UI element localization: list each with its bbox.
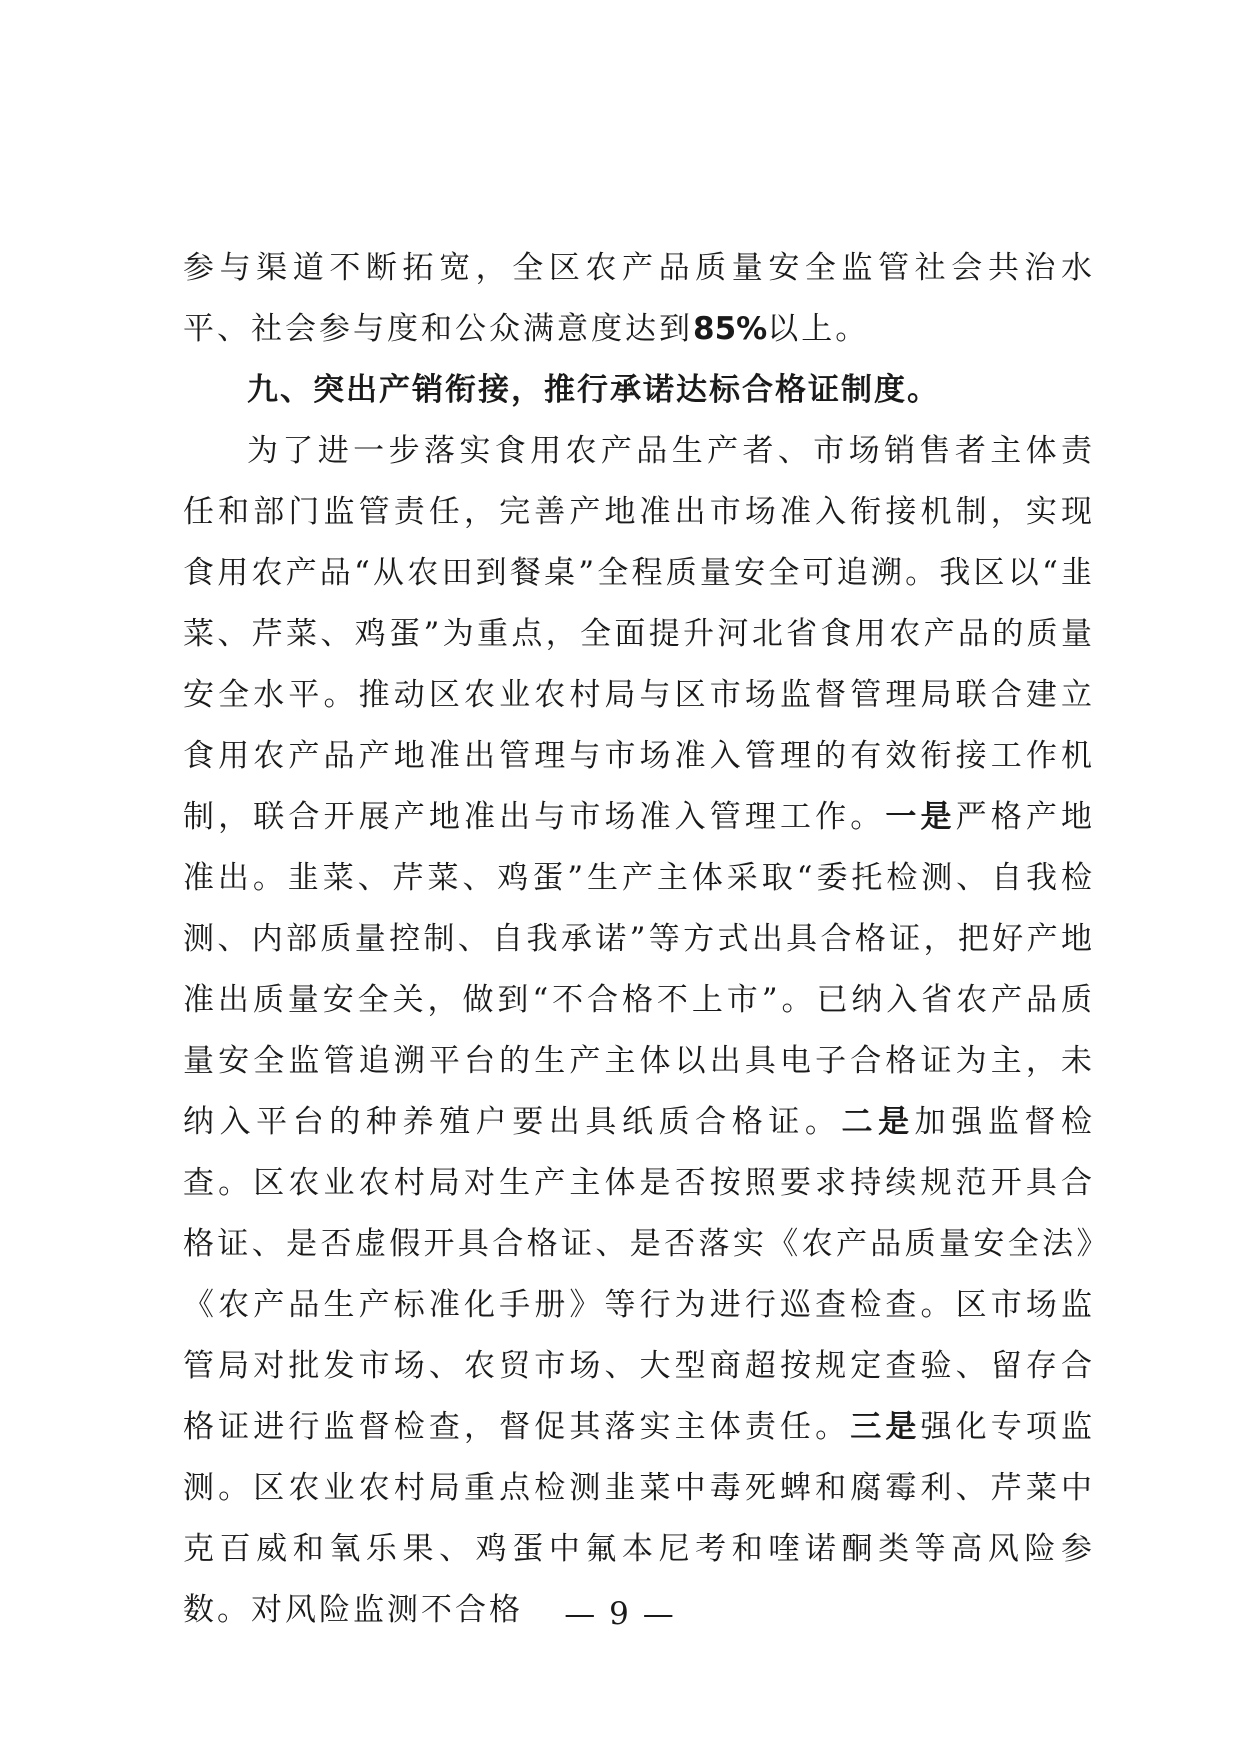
percentage-value: 85% <box>693 311 768 347</box>
intro-text: 为了进一步落实食用农产品生产者、市场销售者主体责任和部门监管责任，完善产地准出市场准入衔接机制，实现食用农产品“从农田到餐桌”全程质量安全可追溯。我区以“韭菜、芹菜、鸡蛋”为重点，全面提升河北省食用农产品的质量安全水平。推动区农业农村局与区市场监督管理局联合建立食用农产品产地准出管理与市场准入管理的有效衔接工作机制，联合开展产地准出与市场准入管理工作。 <box>183 433 1095 835</box>
point-1-text: 严格产地准出。韭菜、芹菜、鸡蛋”生产主体采取“委托检测、自我检测、内部质量控制、自我承诺”等方式出具合格证，把好产地准出质量安全关，做到“不合格不上市”。已纳入省农产品质量安全监管追溯平台的生产主体以出具电子合格证为主，未纳入平台的种养殖户要出具纸质合格证。 <box>183 799 1096 1140</box>
section-heading: 九、突出产销衔接，推行承诺达标合格证制度。 <box>247 372 940 408</box>
point-1-label: 一是 <box>885 799 956 835</box>
point-3-label: 三是 <box>850 1409 921 1445</box>
continuation-paragraph <box>183 238 1095 360</box>
point-2-text: 加强监督检查。区农业农村局对生产主体是否按照要求持续规范开具合格证、是否虚假开具合格证、是否落实《农产品质量安全法》《农产品生产标准化手册》等行为进行巡查检查。区市场监管局对批发市场、农贸市场、大型商超按规定查验、留存合格证进行监督检查，督促其落实主体责任。 <box>183 1104 1096 1445</box>
continuation-text: 参与渠道不断拓宽，全区农产品质量安全监管社会共治水平、社会参与度和公众满意度达到 <box>183 250 1095 347</box>
body-paragraph <box>183 421 1095 1641</box>
point-2-label: 二是 <box>841 1104 915 1140</box>
document-body <box>183 238 1095 1641</box>
page-number: — 9 — <box>564 1596 676 1632</box>
point-3-text: 强化专项监测。区农业农村局重点检测韭菜中毒死蜱和腐霉利、芹菜中克百威和氧乐果、鸡蛋中氟本尼考和喹诺酮类等高风险参数。对风险监测不合格 <box>183 1409 1096 1628</box>
continuation-tail: 以上。 <box>767 311 870 347</box>
